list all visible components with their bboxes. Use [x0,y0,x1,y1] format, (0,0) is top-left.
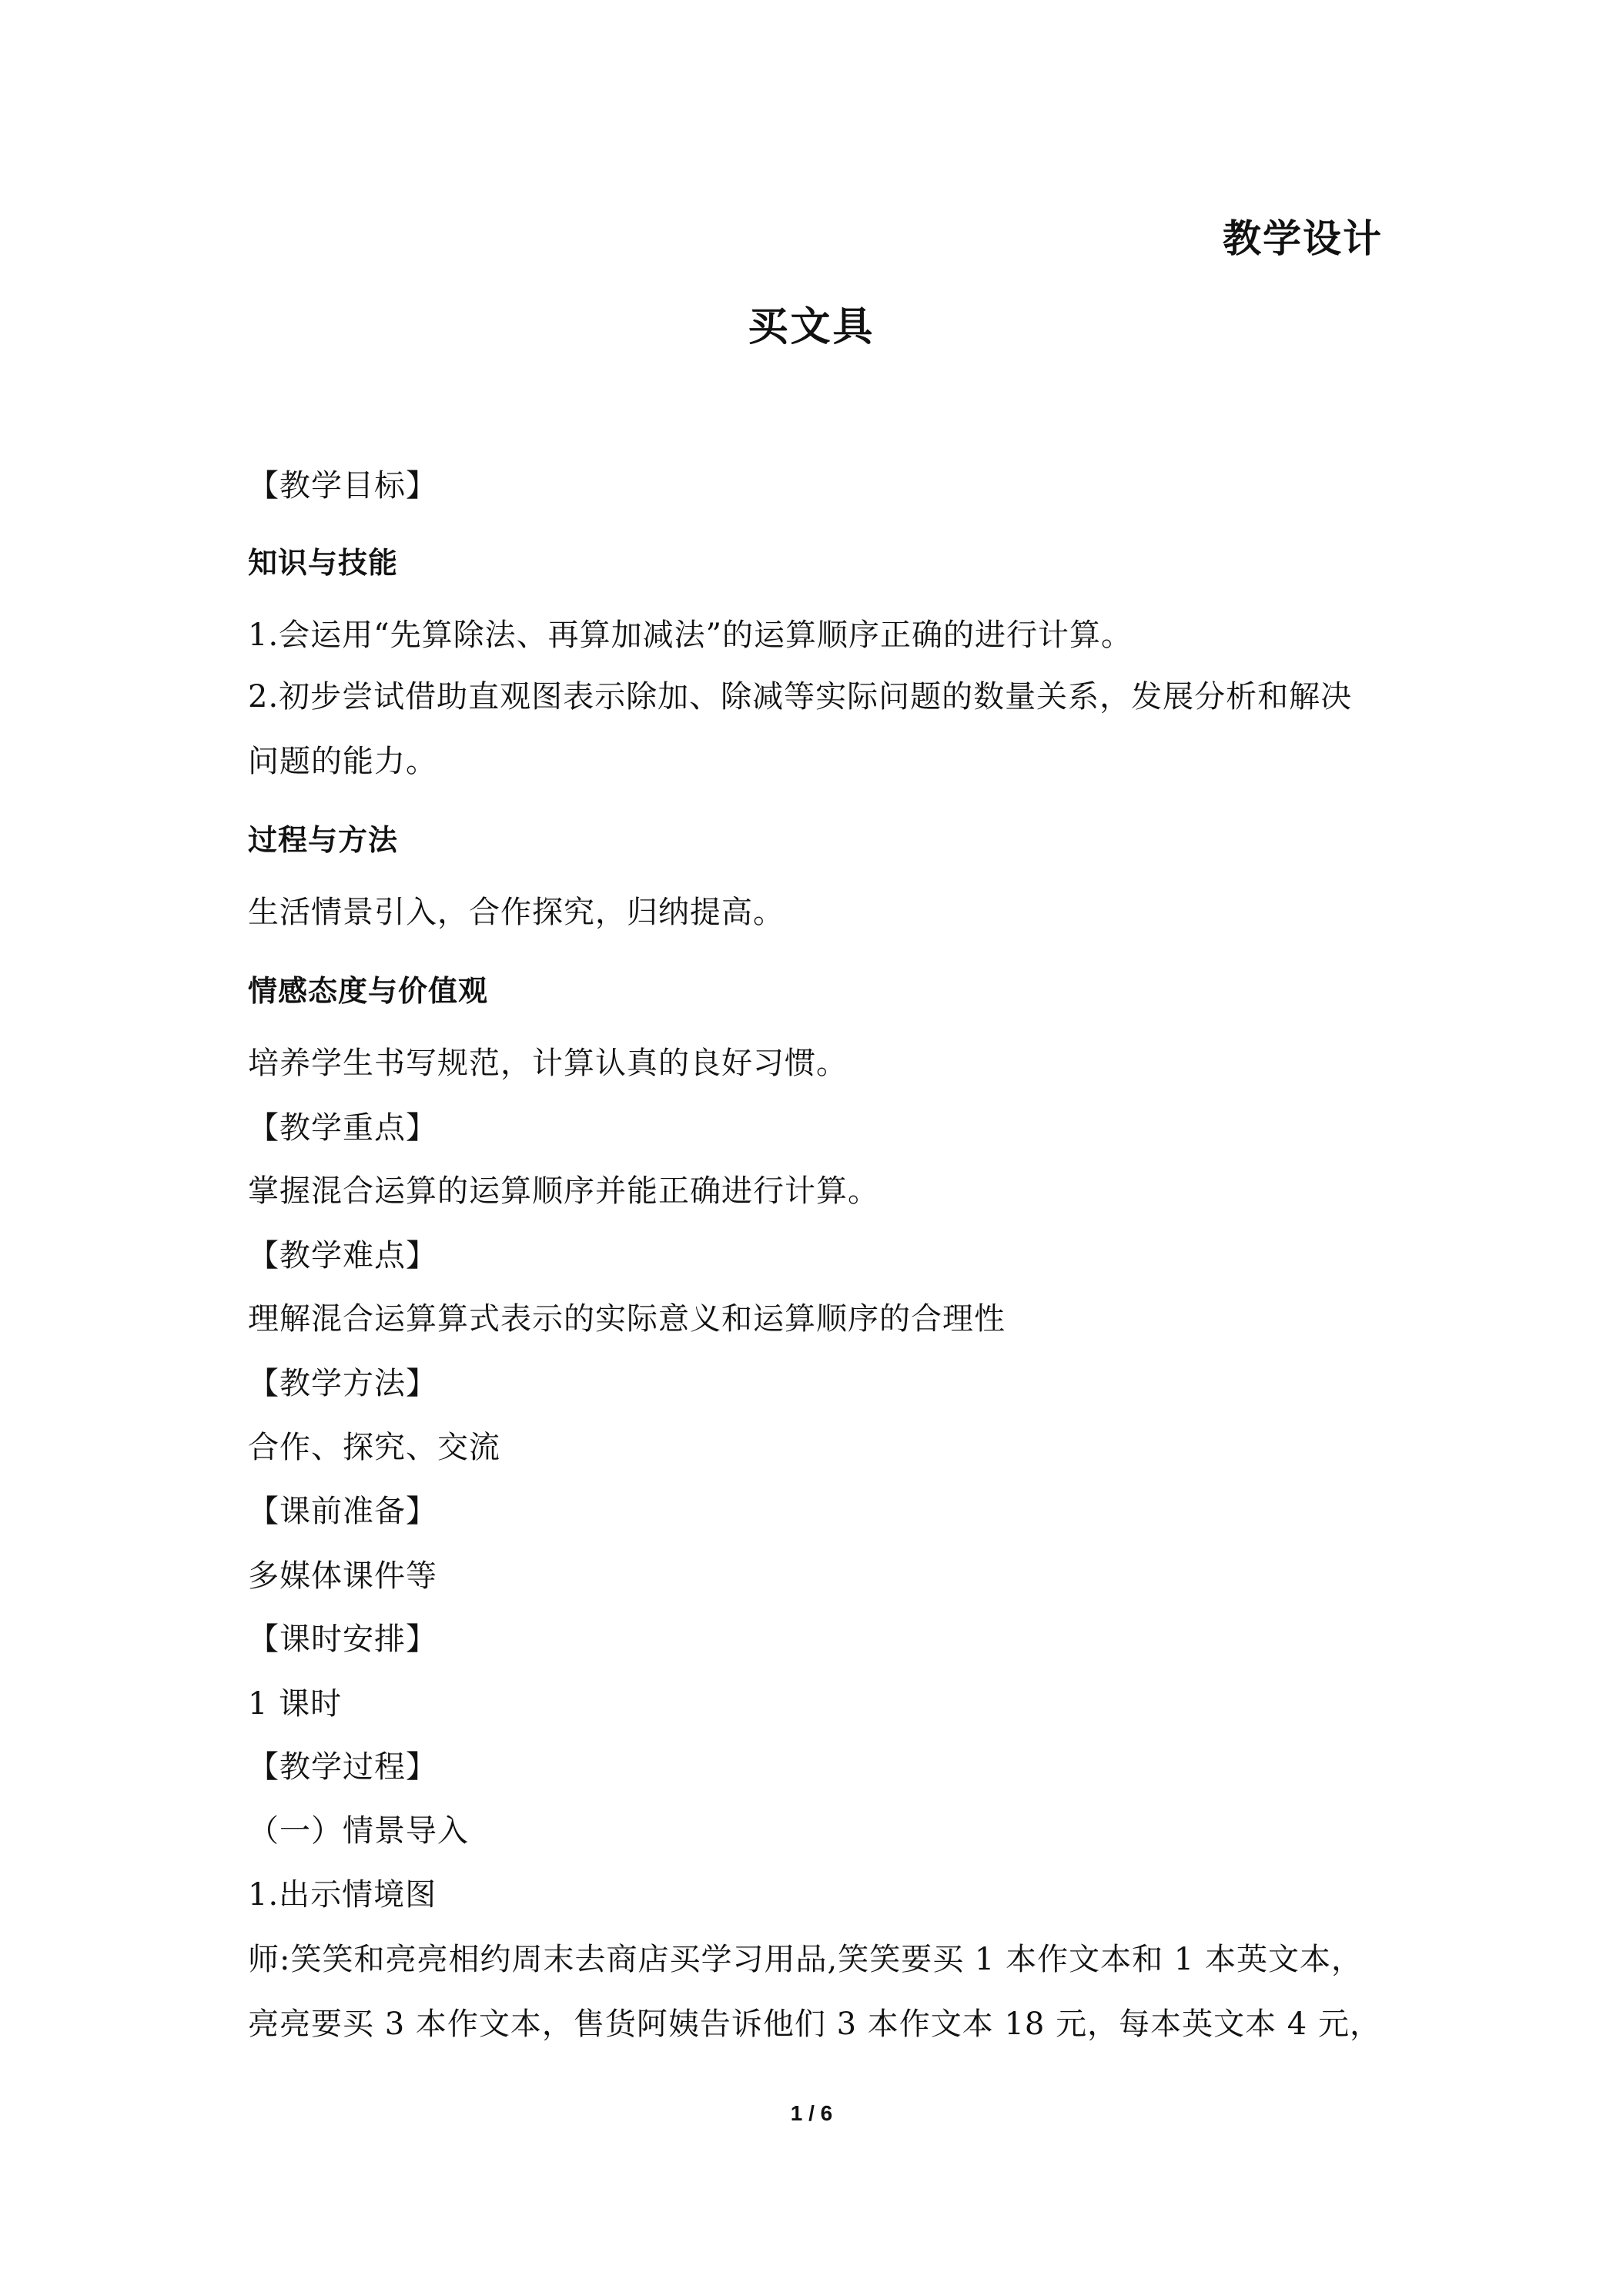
subheading-knowledge-skills: 知识与技能 [248,546,399,580]
paragraph-line: 1.会运用“先算除法、再算加减法”的运算顺序正确的进行计算。 [248,618,1133,653]
section-heading-difficulties: 【教学难点】 [248,1238,437,1274]
paragraph-line: 生活情景引入，合作探究，归纳提高。 [248,895,785,930]
paragraph-line: 2.初步尝试借助直观图表示除加、除减等实际问题的数量关系，发展分析和解决 [248,679,1353,715]
section-heading-preparation: 【课前准备】 [248,1494,437,1529]
paragraph-line: 培养学生书写规范，计算认真的良好习惯。 [248,1046,848,1081]
section-heading-methods: 【教学方法】 [248,1366,437,1401]
section-heading-schedule: 【课时安排】 [248,1622,437,1657]
document-title: 买文具 [748,304,875,350]
paragraph-line: 1 课时 [248,1686,343,1722]
subheading-process-method: 过程与方法 [248,823,399,857]
paragraph-line: 1.出示情境图 [248,1877,437,1913]
subheading-attitude-values: 情感态度与价值观 [248,974,489,1008]
section-heading-objectives: 【教学目标】 [248,468,437,504]
paragraph-line: 理解混合运算算式表示的实际意义和运算顺序的合理性 [248,1301,1006,1337]
paragraph-line: 合作、探究、交流 [248,1430,500,1465]
paragraph-line: 师:笑笑和亮亮相约周末去商店买学习用品,笑笑要买 1 本作文本和 1 本英文本， [248,1942,1363,1977]
paragraph-line: 亮亮要买 3 本作文本，售货阿姨告诉他们 3 本作文本 18 元，每本英文本 4 元， [248,2006,1381,2042]
document-type-label: 教学设计 [1223,216,1383,261]
paragraph-line: 掌握混合运算的运算顺序并能正确进行计算。 [248,1173,879,1209]
paragraph-line: （一）情景导入 [248,1813,469,1849]
paragraph-line: 问题的能力。 [248,744,437,779]
page-number: 1 / 6 [790,2101,833,2125]
section-heading-key-points: 【教学重点】 [248,1110,437,1146]
paragraph-line: 多媒体课件等 [248,1558,437,1594]
section-heading-process: 【教学过程】 [248,1749,437,1785]
